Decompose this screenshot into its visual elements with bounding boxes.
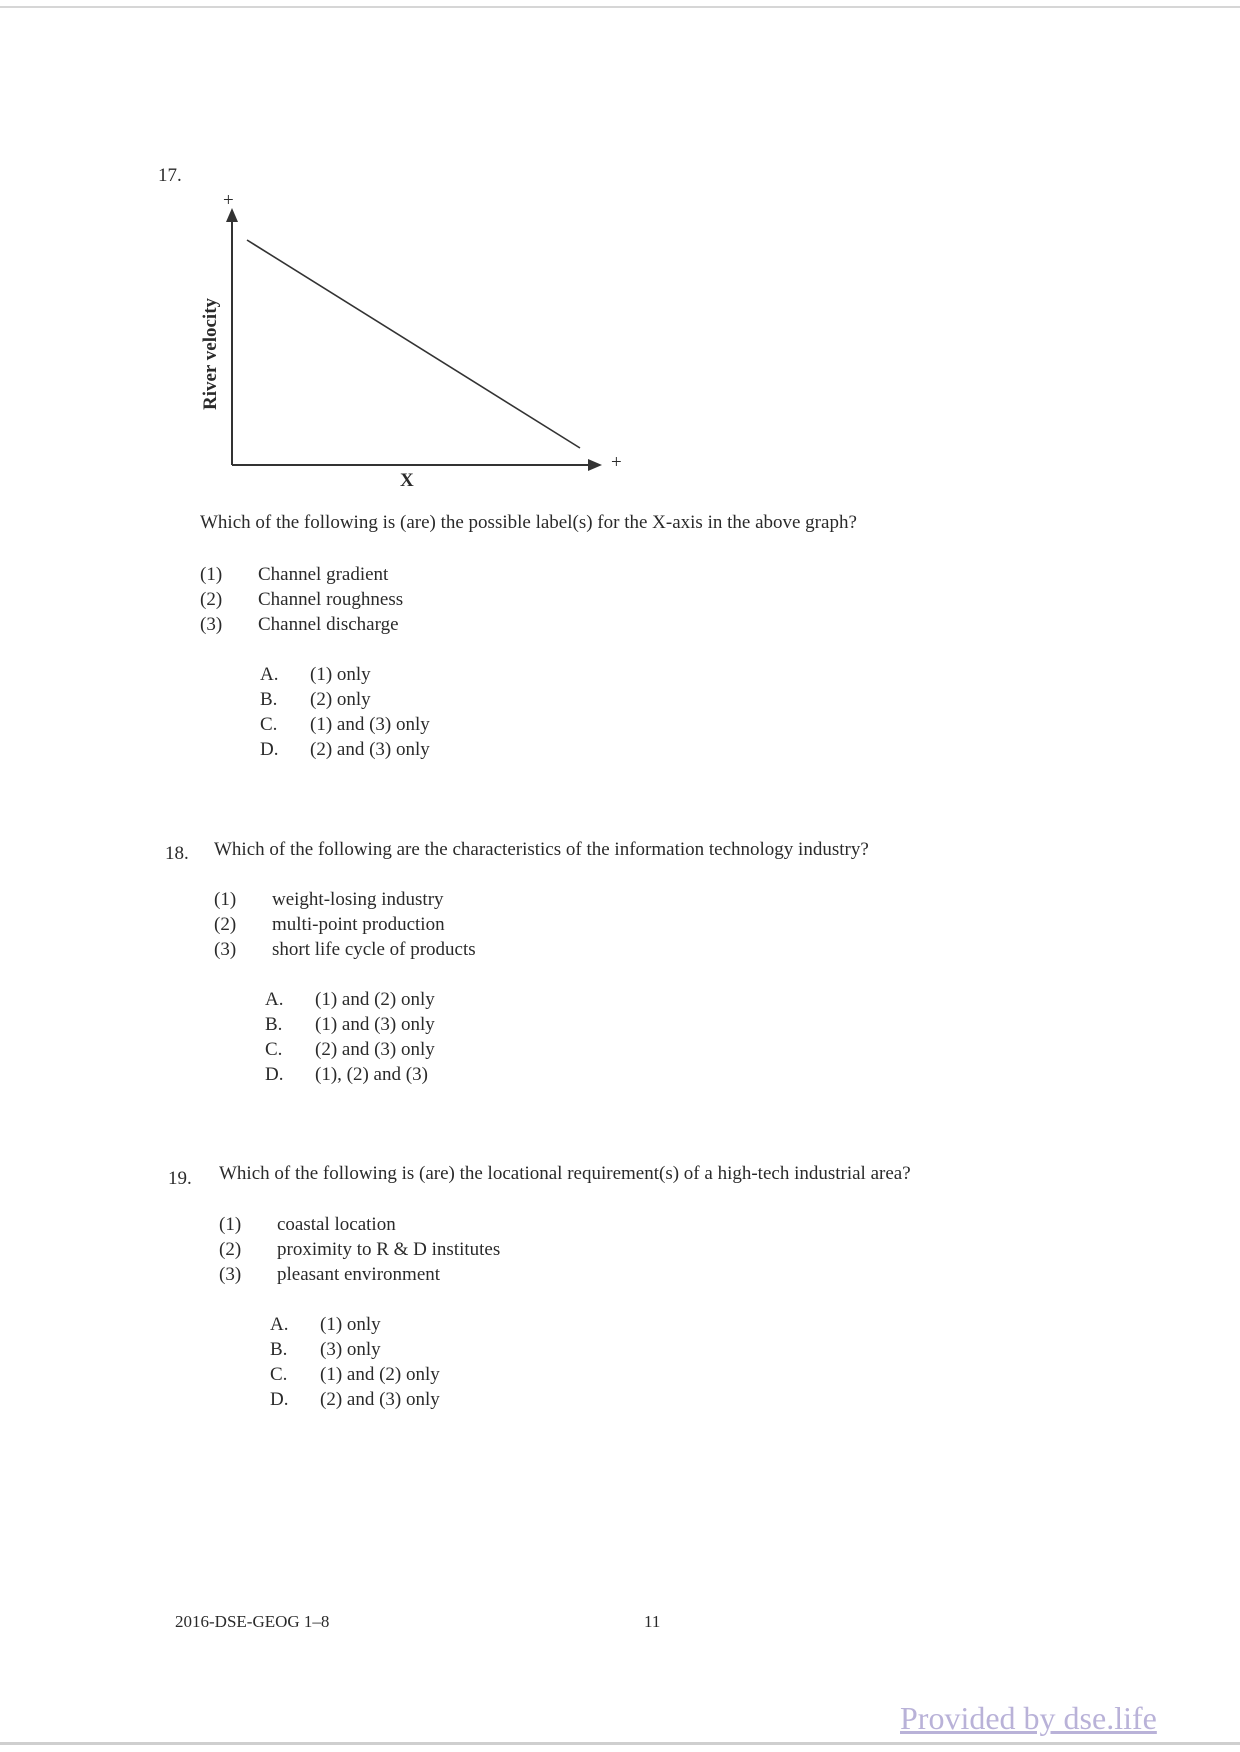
graph-x-arrow	[588, 459, 602, 471]
q17-answer-d: D. (2) and (3) only	[260, 739, 430, 760]
q17-answer-c: C. (1) and (3) only	[260, 714, 430, 735]
q17-answer-b: B. (2) only	[260, 689, 371, 710]
q17-option-1: (1) Channel gradient	[200, 564, 389, 585]
q18-answer-c: C. (2) and (3) only	[265, 1039, 435, 1060]
q18-answer-a: A. (1) and (2) only	[265, 989, 435, 1010]
graph-x-plus: +	[611, 452, 622, 473]
q17-option-3: (3) Channel discharge	[200, 614, 399, 635]
q17-option-2: (2) Channel roughness	[200, 589, 404, 610]
watermark: Provided by dse.life	[900, 1700, 1157, 1736]
q18-option-2: (2) multi-point production	[214, 914, 445, 935]
q19-option-1: (1) coastal location	[219, 1214, 396, 1235]
q17-answer-a: A. (1) only	[260, 664, 371, 685]
q19-stem: Which of the following is (are) the locational requirement(s) of a high-tech industrial area?	[219, 1163, 911, 1184]
q18-option-3: (3) short life cycle of products	[214, 939, 476, 960]
scan-edge-top	[0, 6, 1240, 8]
q19-answer-a: A. (1) only	[270, 1314, 381, 1335]
page-number: 11	[644, 1612, 661, 1631]
q19-answer-c: C. (1) and (2) only	[270, 1364, 440, 1385]
q19-option-3: (3) pleasant environment	[219, 1264, 441, 1285]
q17-number: 17.	[158, 165, 182, 186]
q18-answer-d: D. (1), (2) and (3)	[265, 1064, 428, 1085]
graph-y-label: River velocity	[200, 297, 221, 410]
scan-edge-bottom	[0, 1742, 1240, 1745]
q17-stem: Which of the following is (are) the possible label(s) for the X-axis in the above graph?	[200, 512, 857, 533]
q19-number: 19.	[168, 1168, 192, 1189]
graph-x-label: X	[400, 470, 414, 491]
q17-graph	[170, 190, 640, 500]
q19-answer-d: D. (2) and (3) only	[270, 1389, 440, 1410]
graph-y-plus: +	[223, 190, 234, 211]
q18-stem: Which of the following are the characteristics of the information technology industry?	[214, 839, 869, 860]
q19-option-2: (2) proximity to R & D institutes	[219, 1239, 501, 1260]
paper-code: 2016-DSE-GEOG 1–8	[175, 1612, 330, 1631]
q19-answer-b: B. (3) only	[270, 1339, 381, 1360]
q18-number: 18.	[165, 843, 189, 864]
q18-option-1: (1) weight-losing industry	[214, 889, 444, 910]
q18-answer-b: B. (1) and (3) only	[265, 1014, 435, 1035]
graph-data-line	[247, 240, 580, 448]
